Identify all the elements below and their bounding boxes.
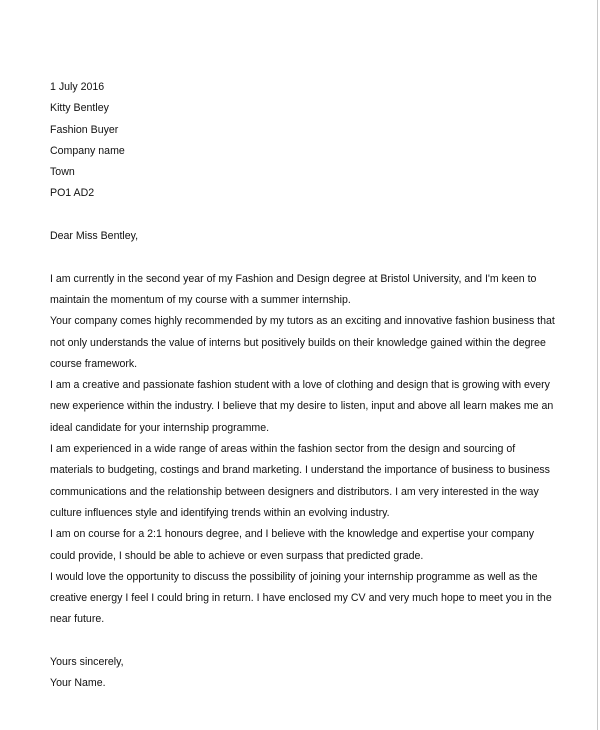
paragraph-line: I am a creative and passionate fashion student with a love of clothing and design that is growing with every — [50, 379, 550, 392]
recipient-town: Town — [50, 166, 75, 179]
paragraph-line: Your company comes highly recommended by my tutors as an exciting and innovative fashion business that — [50, 315, 555, 328]
paragraph-line: I would love the opportunity to discuss the possibility of joining your internship programme as well as the — [50, 570, 538, 583]
paragraph-passion — [50, 375, 560, 439]
letter-date: 1 July 2016 — [50, 81, 105, 93]
sign-off — [50, 652, 560, 695]
paragraph-line: I am experienced in a wide range of areas within the fashion sector from the design and sourcing of — [50, 443, 516, 456]
recipient-name: Kitty Bentley — [50, 102, 109, 115]
paragraph-line: I am on course for a 2:1 honours degree, and I believe with the knowledge and expertise your company — [50, 528, 535, 541]
spacer — [50, 247, 560, 268]
signature-name: Your Name. — [50, 677, 106, 690]
paragraph-line: maintain the momentum of my course with a summer internship. — [50, 293, 351, 306]
paragraph-line: creative energy I feel I could bring in return. I have enclosed my CV and very much hope to meet you in the — [50, 592, 552, 605]
closing-phrase: Yours sincerely, — [50, 656, 124, 669]
recipient-postcode: PO1 AD2 — [50, 187, 95, 200]
paragraph-closing-remarks — [50, 567, 560, 631]
paragraph-line: ideal candidate for your internship programme. — [50, 421, 270, 434]
recipient-title: Fashion Buyer — [50, 123, 119, 136]
recipient-company: Company name — [50, 144, 125, 157]
paragraph-line: near future. — [50, 613, 105, 626]
paragraph-line: new experience within the industry. I believe that my desire to listen, input and above all learn makes me an — [50, 400, 554, 413]
paragraph-experience — [50, 439, 560, 524]
paragraph-line: communications and the relationship between designers and distributors. I am very interested in the way — [50, 485, 539, 498]
letter-paragraphs — [50, 269, 560, 631]
paragraph-company — [50, 311, 560, 375]
letter-body — [50, 77, 560, 695]
paragraph-line: not only understands the value of interns but positively builds on their knowledge gained within the degree — [50, 336, 546, 349]
paragraph-degree — [50, 524, 560, 567]
paragraph-line: I am currently in the second year of my Fashion and Design degree at Bristol University, and I'm keen to — [50, 272, 537, 285]
spacer — [50, 205, 560, 226]
paragraph-line: culture influences style and identifying trends within an evolving industry. — [50, 506, 390, 519]
spacer — [50, 631, 560, 652]
salutation: Dear Miss Bentley, — [50, 230, 139, 243]
paragraph-line: course framework. — [50, 357, 138, 370]
paragraph-line: materials to budgeting, costings and brand marketing. I understand the importance of business to business — [50, 464, 550, 477]
paragraph-intro — [50, 269, 560, 312]
recipient-block — [50, 77, 560, 205]
paragraph-line: could provide, I should be able to achieve or even surpass that predicted grade. — [50, 549, 424, 562]
